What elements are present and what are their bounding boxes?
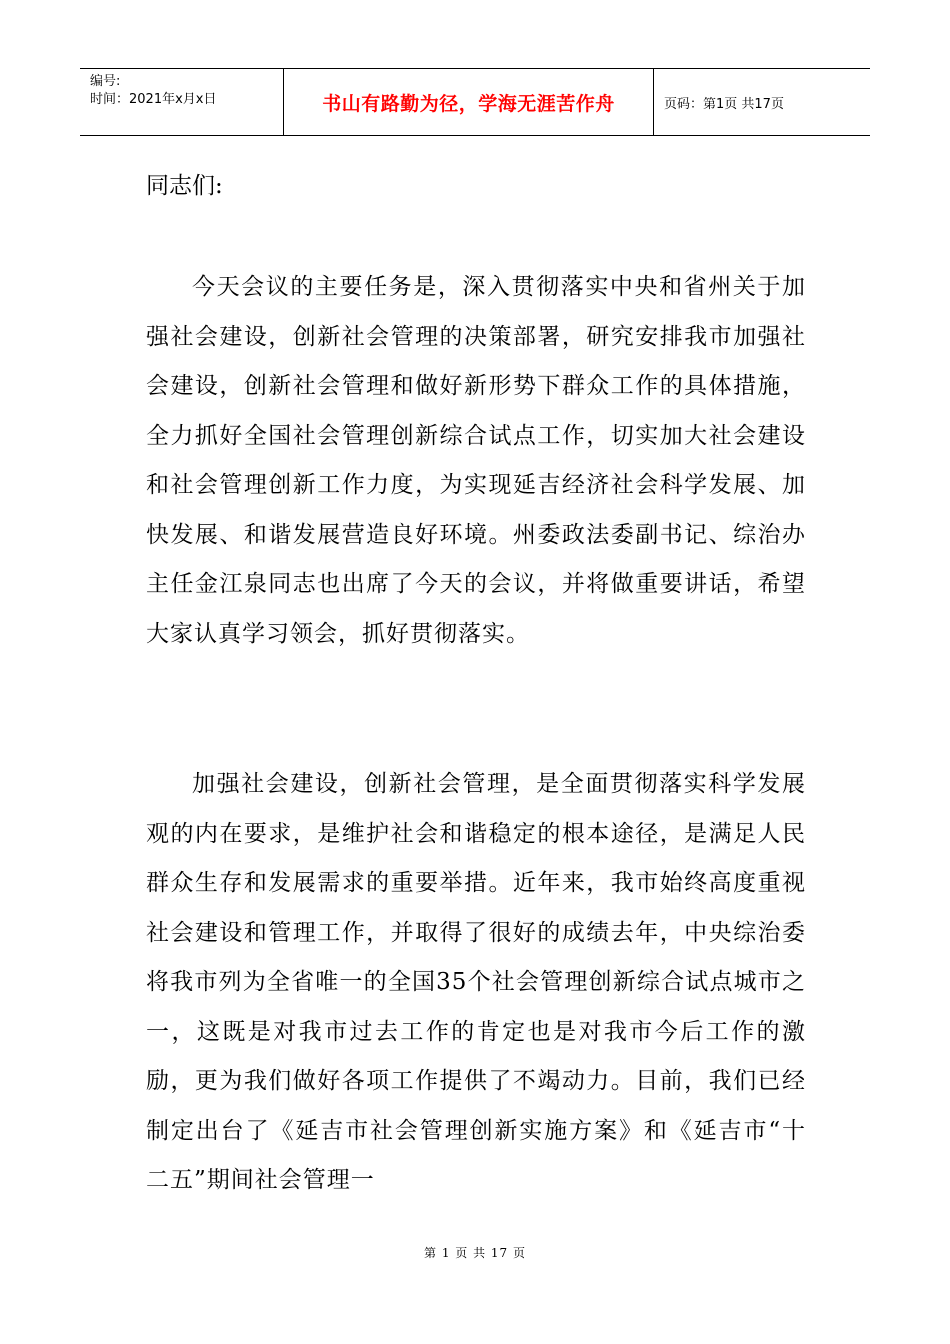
- header-page-info: 页码：第1页 共17页: [664, 96, 784, 112]
- header-motto: 书山有路勤为径，学海无涯苦作舟: [284, 69, 654, 135]
- header-meta: [80, 69, 284, 135]
- body-paragraph-2: 加强社会建设，创新社会管理，是全面贯彻落实科学发展观的内在要求，是维护社会和谐稳定的根本途径，是满足人民群众生存和发展需求的重要举措。近年来，我市始终高度重视社会建设和管理工作，并取得了很好的成绩去年，中央综治委将我市列为全省唯一的全国35个社会管理创新综合试点城市之一，这既是对我市过去工作的肯定也是对我市今后工作的激励，更为我们做好各项工作提供了不竭动力。目前，我们已经制定出台了《延吉市社会管理创新实施方案》和《延吉市“十二五”期间社会管理一: [146, 771, 806, 1193]
- document-time-label: 时间：2021年x月x日: [90, 92, 217, 107]
- document-number-label: 编号:: [90, 74, 121, 89]
- body-paragraph-1: 今天会议的主要任务是，深入贯彻落实中央和省州关于加强社会建设，创新社会管理的决策部署，研究安排我市加强社会建设，创新社会管理和做好新形势下群众工作的具体措施，全力抓好全国社会管理创新综合试点工作，切实加大社会建设和社会管理创新工作力度，为实现延吉经济社会科学发展、加快发展、和谐发展营造良好环境。州委政法委副书记、综治办主任金江泉同志也出席了今天的会议，并将做重要讲话，希望大家认真学习领会，抓好贯彻落实。: [146, 274, 806, 647]
- salutation: 同志们:: [146, 173, 223, 199]
- page-footer: 第 1 页 共 17 页: [424, 1246, 526, 1260]
- page-header: [80, 68, 870, 136]
